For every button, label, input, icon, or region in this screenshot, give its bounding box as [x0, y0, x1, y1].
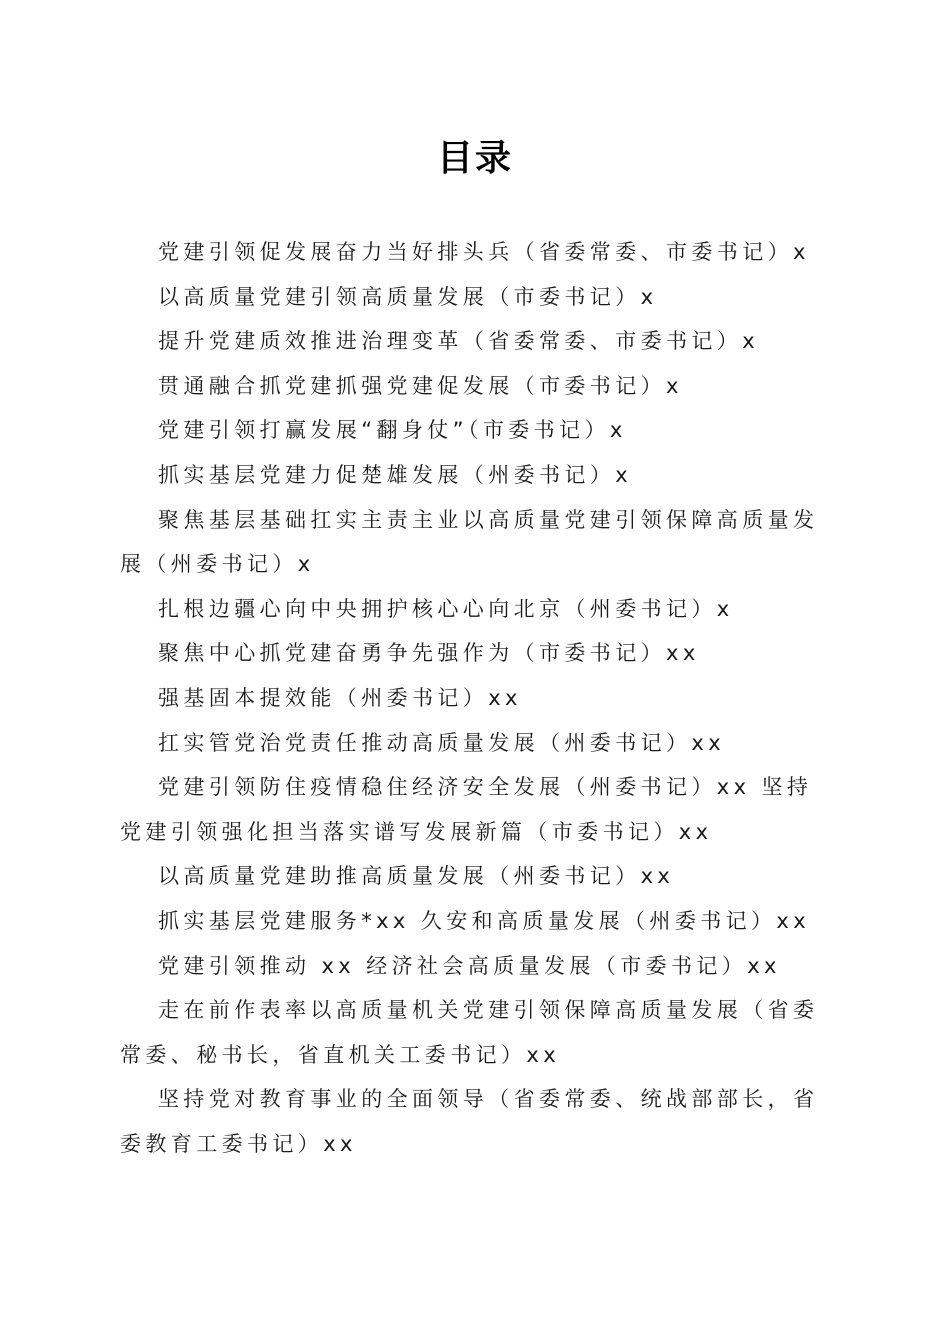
toc-entry[interactable]: 聚焦中心抓党建奋勇争先强作为（市委书记）xx [158, 641, 700, 666]
toc-entry[interactable]: 坚持党对教育事业的全面领导（省委常委、统战部部长，省委教育工委书记）xx [120, 1087, 819, 1156]
toc-entry[interactable]: 党建引领打赢发展“翻身仗”（市委书记）x [158, 418, 627, 443]
page-title: 目录 [436, 137, 513, 179]
toc-entry[interactable]: 党建引领防住疫情稳住经济安全发展（州委书记）xx 坚持党建引领强化担当落实谱写发展新篇（市委书记）xx [120, 775, 813, 844]
toc-entry[interactable]: 扎根边疆心向中央拥护核心心向北京（州委书记）x [158, 596, 734, 621]
toc-entry[interactable]: 提升党建质效推进治理变革（省委常委、市委书记）x [158, 329, 760, 354]
toc-entry[interactable]: 走在前作表率以高质量机关党建引领保障高质量发展（省委常委、秘书长，省直机关工委书记）xx [120, 998, 819, 1067]
toc-entry[interactable]: 聚焦基层基础扛实主责主业以高质量党建引领保障高质量发展（州委书记）x [120, 507, 819, 577]
table-of-contents [120, 230, 826, 1166]
toc-entry[interactable]: 以高质量党建引领高质量发展（市委书记）x [158, 284, 658, 309]
toc-entry[interactable]: 抓实基层党建力促楚雄发展（州委书记）x [158, 462, 633, 487]
toc-entry[interactable]: 以高质量党建助推高质量发展（州委书记）xx [158, 864, 675, 889]
toc-entry[interactable]: 扛实管党治党责任推动高质量发展（州委书记）xx [158, 730, 726, 755]
toc-entry[interactable]: 党建引领促发展奋力当好排头兵（省委常委、市委书记）x [158, 240, 810, 264]
toc-entry[interactable]: 抓实基层党建服务*xx 久安和高质量发展（州委书记）xx [158, 908, 811, 933]
toc-entry[interactable]: 党建引领推动 xx 经济社会高质量发展（市委书记）xx [158, 953, 781, 978]
toc-entry[interactable]: 贯通融合抓党建抓强党建促发展（市委书记）x [158, 373, 683, 398]
toc-entry[interactable]: 强基固本提效能（州委书记）xx [158, 685, 522, 710]
